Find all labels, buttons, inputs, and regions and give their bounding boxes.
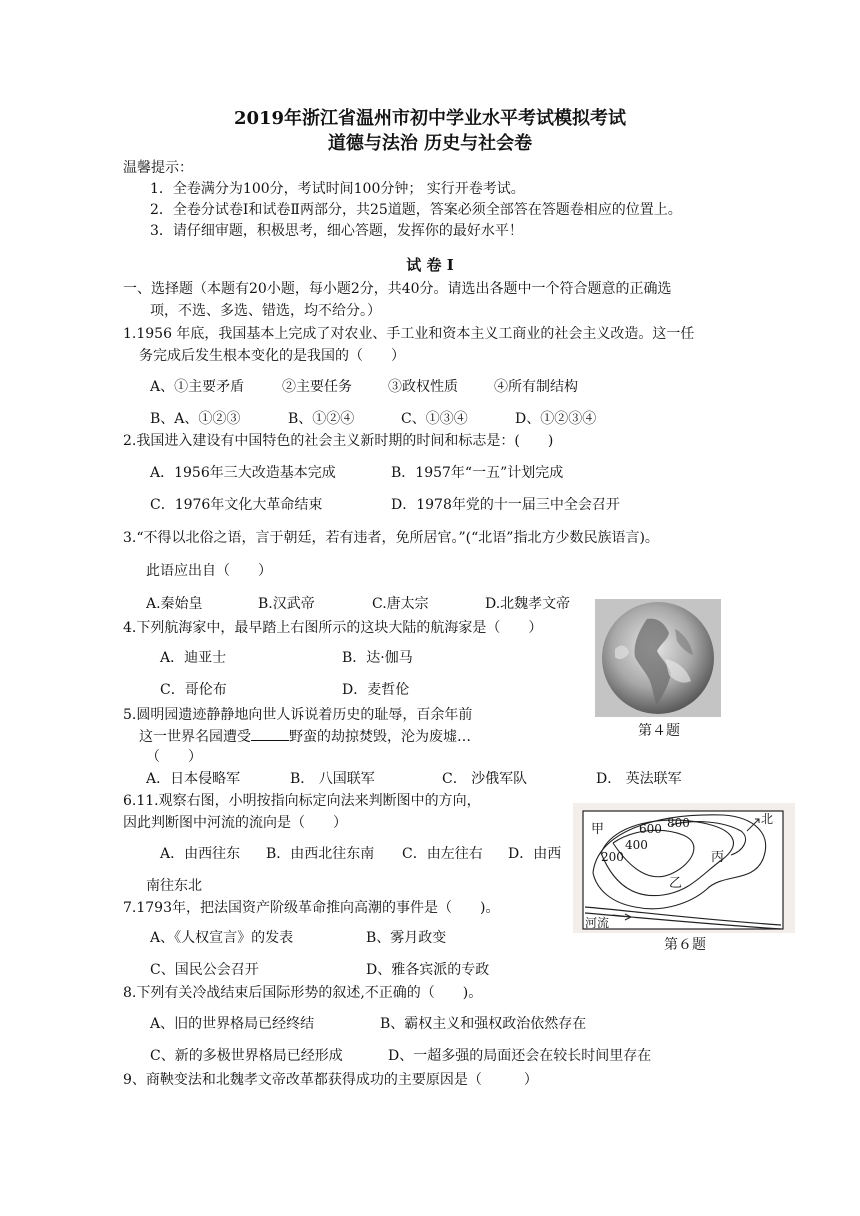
- map-contour-600: 600: [639, 822, 662, 836]
- q1-item: ②主要任务: [282, 379, 352, 395]
- q1-item: ③政权性质: [388, 379, 458, 395]
- q5-option: B． 八国联军: [290, 771, 375, 787]
- q7-option: C、国民公会召开: [150, 962, 259, 978]
- tip-item: 1．全卷满分为100分，考试时间100分钟； 实行开卷考试。: [150, 181, 525, 197]
- q8-option: D、一超多强的局面还会在较长时间里存在: [388, 1048, 652, 1064]
- map-label-jia: 甲: [591, 822, 605, 837]
- q6-option: D．由西: [508, 846, 562, 862]
- q1-option: D、①②③④: [515, 411, 597, 427]
- exam-title: 2019年浙江省温州市初中学业水平考试模拟考试: [233, 108, 627, 129]
- q3-stem: 3.“不得以北俗之语，言于朝廷，若有违者，免所居官。”(“北语”指北方少数民族语言)。: [123, 530, 659, 546]
- q7-option: D、雅各宾派的专政: [366, 962, 490, 978]
- q2-stem: 2.我国进入建设有中国特色的社会主义新时期的时间和标志是：( ): [123, 433, 554, 449]
- q2-option: C．1976年文化大革命结束: [150, 497, 323, 513]
- q1-stem: 1.1956 年底，我国基本上完成了对农业、手工业和资本主义工商业的社会主义改造。这一任: [123, 326, 695, 342]
- q3-option: D.北魏孝文帝: [485, 596, 571, 612]
- map-contour-200: 200: [601, 850, 624, 864]
- map-north-label: 北: [761, 812, 774, 826]
- q8-option: A、旧的世界格局已经终结: [150, 1016, 315, 1032]
- q1-stem-cont: 务完成后发生根本变化的是我国的（ ）: [139, 348, 405, 364]
- q1-option: B、①②④: [288, 411, 355, 427]
- part1-instruction-cont: 项，不选、多选、错选，均不给分。）: [150, 303, 381, 319]
- q6-caption: 第６题: [664, 937, 706, 953]
- contour-map: [573, 803, 795, 933]
- q8-option: C、新的多极世界格局已经形成: [150, 1048, 343, 1064]
- tip-item: 3．请仔细审题，积极思考，细心答题，发挥你的最好水平！: [150, 223, 523, 239]
- q5-stem: 5.圆明园遗迹静静地向世人诉说着历史的耻辱，百余年前: [123, 707, 473, 723]
- q6-option: B．由西北往东南: [266, 846, 375, 862]
- map-label-yi: 乙: [669, 876, 683, 891]
- q2-option: A．1956年三大改造基本完成: [150, 465, 336, 481]
- q3-option: A.秦始皇: [146, 596, 203, 612]
- q4-option: C．哥伦布: [160, 682, 227, 698]
- q1-option: C、①③④: [401, 411, 468, 427]
- exam-subtitle: 道德与法治 历史与社会卷: [327, 133, 533, 154]
- q4-stem: 4.下列航海家中，最早踏上右图所示的这块大陆的航海家是（ ）: [123, 620, 543, 636]
- q1-item: ④所有制结构: [494, 379, 578, 395]
- q6-option: A．由西往东: [160, 846, 241, 862]
- q8-stem: 8.下列有关冷战结束后国际形势的叙述,不正确的（ )。: [123, 985, 483, 1001]
- q7-stem: 7.1793年，把法国资产阶级革命推向高潮的事件是（ )。: [123, 900, 500, 916]
- q7-option: A、《人权宣言》的发表: [150, 930, 294, 946]
- q5-option: D． 英法联军: [596, 771, 682, 787]
- q5-paren: （ ）: [146, 749, 202, 765]
- map-contour-400: 400: [625, 838, 648, 852]
- section-title: 试 卷 Ⅰ: [406, 256, 454, 274]
- q5-text-after: 野蛮的劫掠焚毁，沦为废墟…: [289, 729, 471, 745]
- q8-option: B、霸权主义和强权政治依然存在: [380, 1016, 587, 1032]
- q5-stem-cont: [139, 727, 471, 746]
- q4-option: A．迪亚士: [160, 650, 227, 666]
- q4-caption: 第４题: [638, 723, 680, 739]
- map-label-bing: 丙: [711, 850, 725, 865]
- q5-option: C． 沙俄军队: [442, 771, 528, 787]
- q6-stem: 6.11.观察右图，小明按指向标定向法来判断图中的方向，: [123, 793, 481, 809]
- q2-option: D．1978年党的十一届三中全会召开: [391, 497, 620, 513]
- q2-option: B．1957年“一五”计划完成: [391, 465, 564, 481]
- map-river-label: 河流: [585, 916, 610, 930]
- q5-option: A．日本侵略军: [146, 771, 241, 787]
- q7-option: B、雾月政变: [366, 930, 447, 946]
- q9-stem: 9、商鞅变法和北魏孝文帝改革都获得成功的主要原因是（ ）: [123, 1072, 538, 1088]
- q6-option-cont: 南往东北: [146, 878, 202, 894]
- q6-option: C．由左往右: [402, 846, 483, 862]
- q4-option: D．麦哲伦: [342, 682, 410, 698]
- tips-heading: 温馨提示：: [123, 160, 193, 176]
- q4-option: B．达·伽马: [342, 650, 413, 666]
- q5-answer-blank: [251, 727, 289, 741]
- part1-instruction: 一、选择题（本题有20小题，每小题2分，共40分。请选出各题中一个符合题意的正确选: [123, 281, 672, 297]
- q1-option: B、A、①②③: [150, 411, 241, 427]
- q6-stem-cont: 因此判断图中河流的流向是（ ）: [123, 815, 347, 831]
- tip-item: 2．全卷分试卷Ⅰ和试卷Ⅱ两部分，共25道题，答案必须全部答在答题卷相应的位置上。: [150, 202, 682, 218]
- q3-option: C.唐太宗: [372, 596, 429, 612]
- globe-icon: [595, 599, 721, 717]
- q1-item: A、①主要矛盾: [150, 379, 245, 395]
- map-contour-800: 800: [667, 816, 690, 830]
- globe-image: [595, 599, 721, 717]
- q3-stem-cont: 此语应出自（ ）: [146, 563, 272, 579]
- q3-option: B.汉武帝: [258, 596, 315, 612]
- q5-text-before: 这一世界名园遭受: [139, 729, 251, 745]
